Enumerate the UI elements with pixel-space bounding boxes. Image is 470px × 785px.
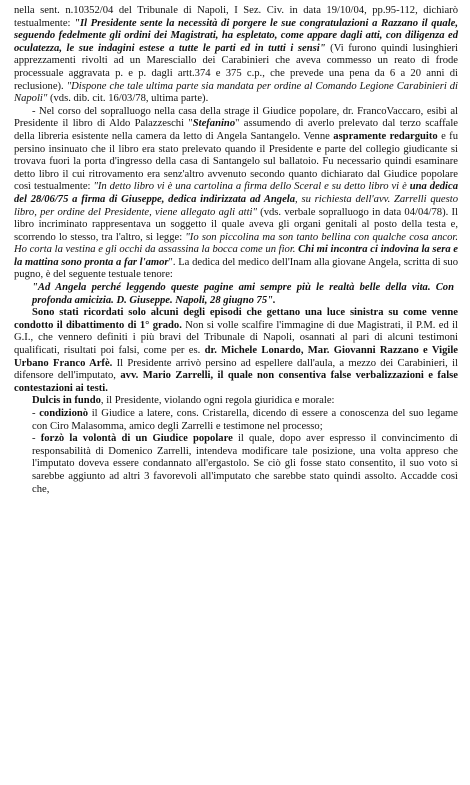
- italic-quote: "In detto libro vi è una cartolina a firma dello Sceral e su detto libro vi è: [93, 181, 410, 193]
- dedication-quote: [14, 282, 458, 307]
- bold-italic-quote: "Il Presidente sente la necessità di porgere le sue congratulazioni a Razzano il quale, seguendo fedelmente gli ordini dei Magistrati, ha espletato, come appare dagli atti, con diligenza ed oculatezza, le sue indagini estese a tutte le parti ed in tutti i sensi": [14, 17, 458, 54]
- text-run: -: [32, 433, 41, 445]
- bold-phrase: dr. Michele Lonardo, Mar. Giovanni Razzano e Vigile Urbano Franco Arfè.: [14, 345, 458, 369]
- bold-phrase: Sono stati ricordati solo alcuni degli episodi che gettano una luce sinistra su come venne condotto il dibattimento di 1° grado.: [14, 307, 458, 331]
- bold-phrase: condizionò: [39, 408, 89, 419]
- list-item-condiziono: [14, 408, 458, 433]
- text-run: (vds. dib. cit. 16/03/78, ultima parte).: [47, 93, 209, 105]
- paragraph-dulcis: [14, 395, 458, 408]
- italic-quote: "Dispone che tale ultima parte sia mandata per ordine al Comando Legione Carabinieri di Napoli": [14, 80, 458, 105]
- bold-phrase: aspramente redarguito: [333, 130, 438, 142]
- bold-italic-quote: Chi mi incontra ci indovina la sera e la mattina sono pronta a far l'amor: [14, 244, 458, 268]
- text-run: nella sent. n.10352/04 del Tribunale di Napoli, I Sez. Civ. in data 19/10/04, pp.95-112, dichiarò testualmente:: [14, 5, 458, 29]
- italic-quote: "Io son piccolina ma son tanto bellina con qualche cosa ancor. Ho corta la vestina e gli occhi da assassina la bocca come un fior.: [14, 231, 458, 256]
- book-title: Stefanino: [192, 118, 236, 130]
- text-run: Il Presidente arrivò persino ad espellere dall'aula, a mezzo dei Carabinieri, il difensore dell'imputato,: [14, 357, 458, 382]
- italic-quote: , su richiesta dell'avv. Zarrelli questo libro, per ordine del Presidente, viene allegato agli atti": [14, 193, 458, 218]
- text-run: -: [32, 408, 40, 419]
- text-run: , il Presidente, violando ogni regola giuridica e morale:: [100, 395, 335, 407]
- bold-phrase: forzò la volontà di un Giudice popolare: [40, 433, 233, 445]
- text-run: (vds. verbale sopralluogo in data 04/04/78). Il libro incriminato rappresentava un soggetto il quale aveva gli organi genitali al posto della testa e, scorrendo lo stesso, tra l'altro, si legge:: [14, 206, 458, 243]
- bold-phrase: avv. Mario Zarrelli, il quale non consentiva false verbalizzazioni e false contestazioni ai testi.: [14, 370, 458, 394]
- text-run: ". La dedica del medico dell'Inam alla giovane Angela, scritta di suo pugno, è del seguente testuale tenore:: [14, 256, 458, 281]
- text-run: (Vi furono quindi lusinghieri apprezzamenti rivolti ad un Maresciallo dei Carabinieri che aveva commesso un reato di frode processuale aggravata p. e p. dagli artt.374 e 375 c.p., che prevede una pena da 6 a 20 anni di reclusione).: [14, 42, 458, 92]
- bold-phrase: Dulcis in fundo: [32, 395, 101, 407]
- text-run: e fu persino insinuato che il libro era stato prelevato quando il Presidente e parte del collegio giudicante si trovava fuori la porta d'ingresso della casa di Santangelo sul ballatoio. Fu necessario quindi esaminare detto libro il cui ritrovamento era senz'altro avvenuto secondo quanto dichiarato dal Giudice popolare così testualmente:: [14, 130, 459, 193]
- text-run: il quale, dopo aver espresso il convincimento di responsabilità di Domenico Zarrelli, intendeva modificare tale posizione, una volta appreso che l'imputato doveva essere condannato all'ergastolo. Se ciò gli fosse stato consentito, il suo voto si sarebbe aggiunto ad altri 3 favorevoli all'imputato che sarebbe stato quindi assolto. Accadde così che,: [32, 433, 458, 495]
- list-item-forzo: [14, 433, 458, 496]
- text-run: - Nel corso del sopralluogo nella casa della strage il Giudice popolare, dr. FrancoVaccaro, esibì al Presidente il libro di Aldo Palazzeschi ": [14, 105, 458, 130]
- paragraph-dibattimento: [14, 307, 458, 395]
- bold-italic-quote: una dedica del 28/06/75 a firma di Giuseppe, dedica indirizzata ad Angela: [14, 181, 459, 205]
- paragraph-sentence-quote: [14, 5, 458, 106]
- text-run: Non si volle scalfire l'immagine di due Magistrati, il P.M. ed il G.I., che vennero definiti i più bravi del Tribunale di Napoli, osannati al pari di alcuni testimoni qualificati, risultati poi falsi, come per es.: [14, 319, 459, 357]
- text-run: " assumendo di averlo prelevato dal terzo scaffale della libreria esistente nella camera da letto di Angela Santangelo. Venne: [14, 118, 458, 142]
- text-run: il Giudice a latere, cons. Cristarella, dicendo di essere a conoscenza del suo legame con Ciro Malasomma, amico degli Zarrelli e testimone nel processo;: [32, 408, 458, 432]
- paragraph-sopralluogo: [14, 106, 458, 282]
- bold-italic-quote: "Ad Angela perché leggendo queste pagine ami sempre più le realtà belle della vita. Con profonda amicizia. D. Giuseppe. Napoli, 28 giugno 75".: [32, 282, 454, 306]
